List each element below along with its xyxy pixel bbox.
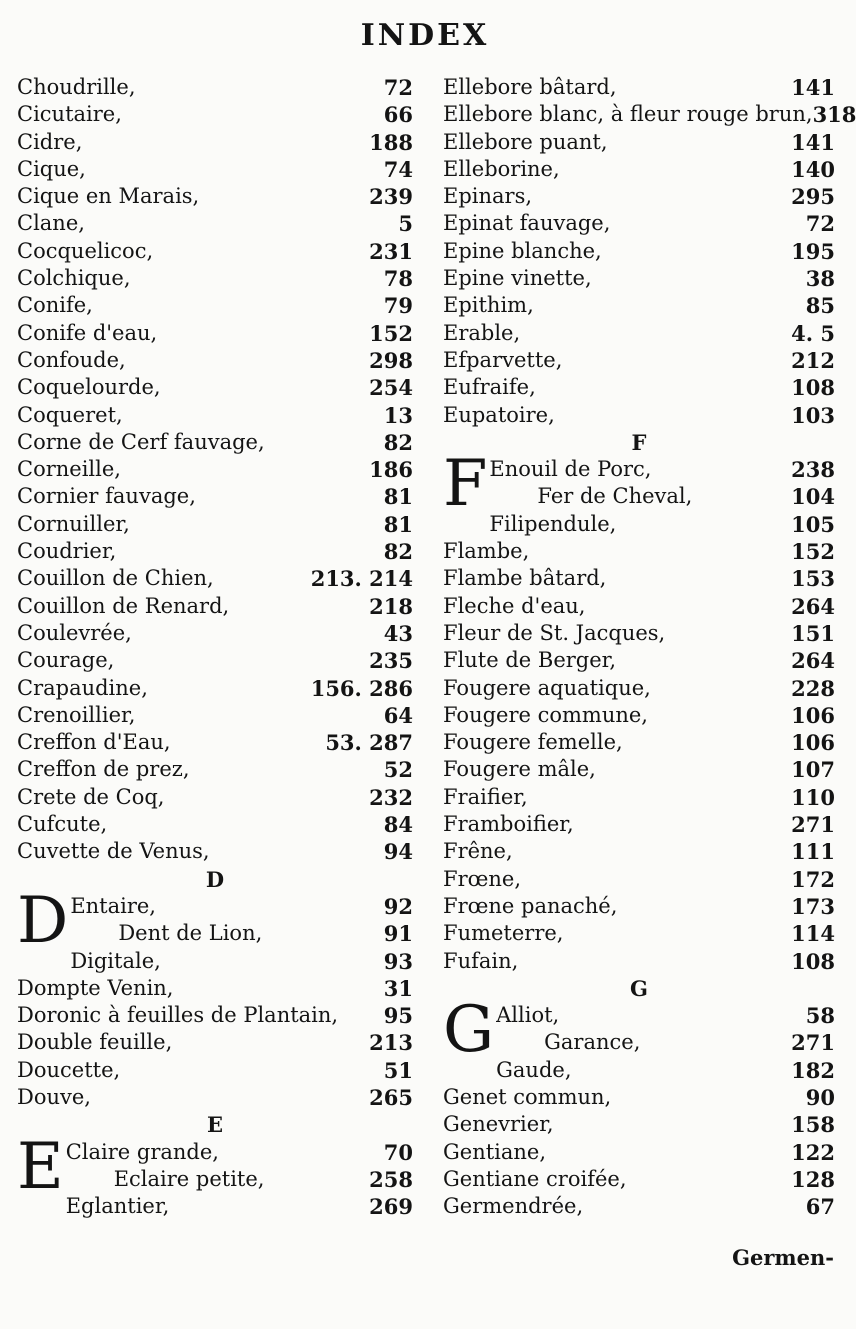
index-entry [17,1084,413,1111]
entry-page-number: 141 [791,75,835,100]
entry-page-number: 122 [791,1139,835,1165]
entry-term: Douve, [17,1084,91,1109]
entry-page-number: 258 [369,1166,413,1192]
entry-term: Fleche d'eau, [443,593,586,618]
entry-term: Epithim, [443,293,534,318]
entry-page-number: 151 [791,620,835,646]
entry-page-number: 318 [812,102,856,128]
entry-term: Dent de Lion, [118,921,263,946]
entry-page-number: 186 [369,457,413,483]
entry-term: Couillon de Chien, [17,566,214,591]
index-entry [443,1193,835,1220]
entry-term: Crete de Coq, [17,784,165,809]
entry-page-number: 105 [791,511,835,537]
entry-page-number: 182 [791,1057,835,1083]
entry-page-number: 78 [383,266,413,292]
index-entry [17,511,413,538]
index-entry [443,238,835,265]
entry-term: Ellebore puant, [443,129,608,154]
entry-page-number: 213 [369,1030,413,1056]
entry-page-number: 90 [805,1084,835,1110]
entry-term: Eufraife, [443,375,536,400]
entry-term: Courage, [17,648,115,673]
drop-cap-d: D [17,883,69,958]
entry-term: Garance, [544,1030,641,1055]
entry-page-number: 128 [791,1166,835,1192]
entry-term: Genet commun, [443,1084,612,1109]
entry-page-number: 13 [383,402,413,428]
index-entry [443,620,835,647]
index-entry [17,456,413,483]
entry-term: Claire grande, [65,1139,219,1164]
entry-term: Efparvette, [443,347,563,372]
entry-term: Erable, [443,320,521,345]
index-entry [17,238,413,265]
entry-term: Doucette, [17,1057,121,1082]
entry-term: Coulevrée, [17,620,132,645]
page-title: INDEX [360,18,490,53]
index-entry [17,402,413,429]
entry-page-number: 111 [791,839,835,865]
entry-page-number: 264 [791,648,835,674]
index-entry [443,538,835,565]
entry-term: Enouil de Porc, [489,457,652,482]
entry-page-number: 82 [383,429,413,455]
index-entry [17,784,413,811]
entry-term: Gaude, [496,1057,572,1082]
index-entry [17,538,413,565]
entry-page-number: 5 [398,211,413,237]
section-heading-e: E [206,1112,223,1138]
index-entry [443,565,835,592]
index-entry [17,210,413,237]
entry-page-number: 79 [383,293,413,319]
index-entry [496,1057,835,1084]
entry-term: Cornuiller, [17,511,130,536]
drop-cap-f: F [443,447,488,522]
entry-term: Frœne, [443,866,522,891]
entry-page-number: 82 [383,539,413,565]
index-entry [17,74,413,101]
index-entry [66,1166,413,1193]
entry-page-number: 231 [369,238,413,264]
index-entry [443,74,835,101]
entry-term: Ellebore blanc, à fleur rouge brun, [443,102,813,127]
entry-page-number: 74 [383,156,413,182]
index-entry [443,1139,835,1166]
entry-term: Elleborine, [443,156,560,181]
entry-page-number: 298 [369,347,413,373]
index-entry [17,429,413,456]
index-entry [66,1139,413,1166]
entry-page-number: 295 [791,184,835,210]
entry-term: Gentiane, [443,1139,547,1164]
entry-term: Fraifier, [443,784,528,809]
entry-term: Dompte Venin, [17,975,174,1000]
entry-term: Filipendule, [489,511,617,536]
entry-page-number: 52 [383,757,413,783]
index-entry [17,675,413,702]
entry-term: Fufain, [443,948,519,973]
entry-page-number: 153 [791,566,835,592]
entry-page-number: 239 [369,184,413,210]
entries-d [17,948,413,1112]
entry-page-number: 212 [791,347,835,373]
index-entry [17,1057,413,1084]
entry-term: Fougere femelle, [443,730,623,755]
entries-c [17,74,413,866]
entry-term: Epine blanche, [443,238,602,263]
index-entry [70,948,413,975]
entry-page-number: 53. 287 [325,730,413,756]
index-entry [443,1166,835,1193]
index-entry [443,347,835,374]
index-entry [17,756,413,783]
index-entry [443,374,835,401]
entry-term: Cique en Marais, [17,184,200,209]
index-entry [496,1002,835,1029]
entry-page-number: 104 [791,484,835,510]
entry-page-number: 271 [791,1030,835,1056]
index-entry [443,292,835,319]
entries-e [17,1193,413,1220]
entry-page-number: 31 [383,975,413,1001]
entry-page-number: 172 [791,866,835,892]
entry-term: Frêne, [443,839,513,864]
section-heading-f: F [631,429,647,455]
index-entry [443,893,835,920]
index-entry [17,729,413,756]
entry-page-number: 72 [383,75,413,100]
entry-term: Frœne panaché, [443,893,618,918]
entry-page-number: 106 [791,730,835,756]
entry-page-number: 4. 5 [791,320,835,346]
entry-term: Confoude, [17,347,126,372]
entry-page-number: 51 [383,1057,413,1083]
index-entry [443,784,835,811]
entry-term: Epine vinette, [443,266,592,291]
index-column-left [17,74,413,1220]
index-entry [17,101,413,128]
index-entry [17,620,413,647]
entry-term: Flute de Berger, [443,648,617,673]
drop-cap-g: G [443,993,495,1068]
index-entry [489,456,835,483]
entry-page-number: 235 [369,648,413,674]
entry-page-number: 232 [369,784,413,810]
entry-term: Choudrille, [17,75,136,99]
index-column-right [443,74,856,1220]
entry-page-number: 95 [383,1003,413,1029]
index-entry [17,129,413,156]
index-entry [489,483,835,510]
entry-page-number: 271 [791,812,835,838]
entry-page-number: 58 [805,1003,835,1029]
index-entry [443,838,835,865]
entry-page-number: 195 [791,238,835,264]
entry-term: Cocquelicoc, [17,238,154,263]
entry-term: Conife, [17,293,93,318]
entry-term: Corne de Cerf fauvage, [17,429,265,454]
entry-page-number: 152 [791,539,835,565]
entry-term: Conife d'eau, [17,320,158,345]
entry-page-number: 140 [791,156,835,182]
entry-term: Cidre, [17,129,83,154]
drop-cap-e: E [17,1129,64,1204]
entries-g [443,1057,835,1221]
entry-term: Creffon d'Eau, [17,730,171,755]
entry-term: Genevrier, [443,1112,554,1137]
index-entry [443,210,835,237]
index-entry [17,702,413,729]
entries-f [443,511,835,975]
index-entry [443,1111,835,1138]
index-entry [443,920,835,947]
index-entry [443,593,835,620]
entry-term: Alliot, [496,1003,560,1028]
index-entry [443,866,835,893]
drop-cap-block-d [17,883,413,958]
index-entry [443,1084,835,1111]
index-entry [17,156,413,183]
entry-page-number: 264 [791,593,835,619]
entry-page-number: 108 [791,948,835,974]
index-entry [17,265,413,292]
entry-term: Framboifier, [443,812,574,837]
catchword: Germen- [732,1245,834,1270]
entry-term: Eclaire petite, [113,1166,265,1191]
entry-term: Double feuille, [17,1030,173,1055]
index-entry [443,129,835,156]
index-entry [17,975,413,1002]
entry-term: Fougere aquatique, [443,675,651,700]
entry-page-number: 92 [383,893,413,919]
entry-term: Creffon de prez, [17,757,190,782]
entry-term: Couillon de Renard, [17,593,230,618]
entry-term: Flambe bâtard, [443,566,607,591]
entry-page-number: 213. 214 [310,566,413,592]
entries-g-first [443,993,835,1068]
index-entry [443,402,835,429]
index-entry [17,593,413,620]
entry-term: Cique, [17,156,86,181]
index-entry [443,101,856,128]
index-entry [17,647,413,674]
entries-f-first [443,447,835,522]
entry-page-number: 84 [383,812,413,838]
index-entry [443,647,835,674]
entry-term: Coudrier, [17,539,117,564]
entry-page-number: 64 [383,702,413,728]
entry-page-number: 93 [383,948,413,974]
index-entry [443,811,835,838]
entry-term: Fumeterre, [443,921,564,946]
entry-term: Fer de Cheval, [537,484,693,509]
entry-page-number: 188 [369,129,413,155]
entry-term: Germendrée, [443,1194,584,1219]
entry-term: Ellebore bâtard, [443,75,617,99]
index-entry [70,920,413,947]
entry-term: Doronic à feuilles de Plantain, [17,1003,339,1028]
entry-term: Corneille, [17,457,121,482]
entry-page-number: 81 [383,511,413,537]
entry-term: Epinars, [443,184,533,209]
entries-e-cont [443,74,856,429]
entry-page-number: 70 [383,1139,413,1165]
entries-d-first [17,883,413,958]
entry-term: Coquelourde, [17,375,161,400]
entry-page-number: 67 [805,1194,835,1220]
entry-term: Clane, [17,211,85,236]
entry-page-number: 103 [791,402,835,428]
entry-page-number: 81 [383,484,413,510]
entry-page-number: 152 [369,320,413,346]
entry-page-number: 91 [383,921,413,947]
index-entry [17,1002,413,1029]
entry-page-number: 238 [791,457,835,483]
index-entry [443,675,835,702]
index-entry [443,320,835,347]
entry-term: Epinat fauvage, [443,211,611,236]
index-entry [17,811,413,838]
entry-term: Crenoillier, [17,702,136,727]
section-heading-d: D [205,866,225,892]
entry-term: Colchique, [17,266,131,291]
index-entry [443,183,835,210]
index-entry [443,265,835,292]
entry-term: Flambe, [443,539,530,564]
entry-term: Gentiane croifée, [443,1166,627,1191]
entry-term: Coqueret, [17,402,123,427]
entry-page-number: 72 [805,211,835,237]
index-entry [17,292,413,319]
entry-term: Cornier fauvage, [17,484,196,509]
index-entry [489,511,835,538]
drop-cap-block-e [17,1129,413,1204]
index-entry [66,1193,413,1220]
entry-page-number: 173 [791,893,835,919]
entry-term: Crapaudine, [17,675,148,700]
entry-page-number: 269 [369,1194,413,1220]
entry-term: Fougere mâle, [443,757,596,782]
entry-page-number: 94 [383,839,413,865]
entry-page-number: 228 [791,675,835,701]
index-entry [17,374,413,401]
entry-page-number: 156. 286 [310,675,413,701]
entry-page-number: 141 [791,129,835,155]
index-entry [443,948,835,975]
index-entry [17,347,413,374]
entry-page-number: 106 [791,702,835,728]
entry-term: Cicutaire, [17,102,122,127]
entry-page-number: 114 [791,921,835,947]
section-heading-g: G [630,975,648,1001]
entry-term: Eupatoire, [443,402,555,427]
entry-term: Cufcute, [17,812,108,837]
entry-term: Eglantier, [65,1194,170,1219]
entry-term: Digitale, [70,948,161,973]
entry-term: Entaire, [70,893,156,918]
entry-page-number: 254 [369,375,413,401]
drop-cap-block-f [443,447,835,522]
entry-page-number: 43 [383,620,413,646]
entries-e-first [17,1129,413,1204]
entry-page-number: 38 [805,266,835,292]
index-entry [17,838,413,865]
index-entry [443,756,835,783]
entry-page-number: 107 [791,757,835,783]
index-entry [443,729,835,756]
entry-page-number: 218 [369,593,413,619]
entry-term: Fougere commune, [443,702,648,727]
entry-page-number: 110 [791,784,835,810]
drop-cap-block-g [443,993,835,1068]
index-entry [443,702,835,729]
index-entry [17,565,413,592]
index-entry [70,893,413,920]
entry-term: Fleur de St. Jacques, [443,620,666,645]
index-entry [17,320,413,347]
entry-page-number: 85 [805,293,835,319]
index-entry [17,1029,413,1056]
entry-term: Cuvette de Venus, [17,839,210,864]
entry-page-number: 158 [791,1112,835,1138]
index-entry [443,156,835,183]
index-entry [17,483,413,510]
entry-page-number: 108 [791,375,835,401]
entry-page-number: 265 [369,1084,413,1110]
index-entry [17,183,413,210]
entry-page-number: 66 [383,102,413,128]
index-entry [496,1029,835,1056]
